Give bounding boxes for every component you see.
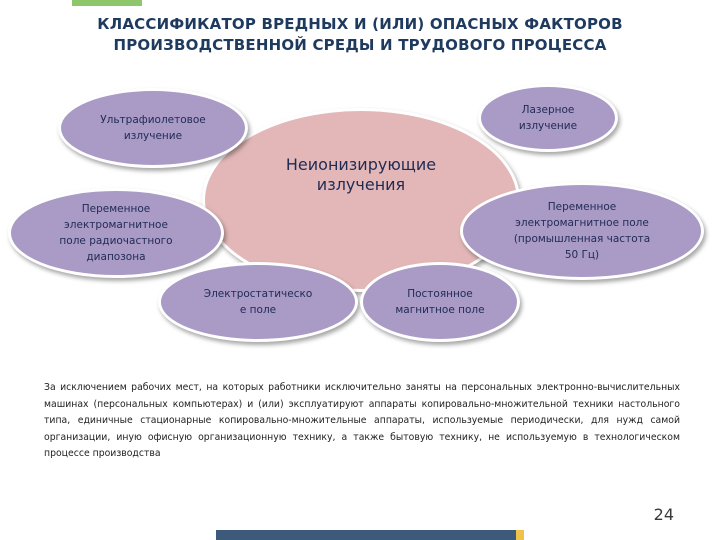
node-rf-label: Переменное электромагнитное поле радиочастного диапозона: [59, 203, 173, 263]
center-node-label: Неионизирующие излучения: [285, 155, 437, 194]
page-number: 24: [653, 505, 674, 524]
node-industrial-frequency-field: [460, 182, 704, 280]
node-rf-electromagnetic-field: [8, 188, 224, 278]
node-electrostatic-field: [158, 262, 358, 342]
top-accent-bar: [72, 0, 142, 6]
bottom-accent-marker: [516, 530, 524, 540]
node-electrostatic-label: Электростатическо е поле: [203, 288, 313, 316]
exception-note-paragraph: За исключением рабочих мест, на которых работники исключительно заняты на персональных электронно-вычислительных машинах (персональных компьютерах) и (или) эксплуатируют аппараты копировально-множительной техники настольного типа, единичные стационарные копировально-множительные аппараты, используемые периодически, для нужд самой организации, иную офисную организационную технику, а также бытовую технику, не используемую в технологическом процессе производства: [44, 382, 680, 460]
node-industrial-label: Переменное электромагнитное поле (промышленная частота 50 Гц): [513, 201, 651, 261]
node-magnetic-label: Постоянное магнитное поле: [395, 288, 485, 316]
node-ultraviolet-radiation: [58, 88, 248, 168]
bottom-accent-bar: [216, 530, 516, 540]
title-line-2: ПРОИЗВОДСТВЕННОЙ СРЕДЫ И ТРУДОВОГО ПРОЦЕССА: [113, 36, 607, 54]
slide-title: [40, 14, 680, 56]
title-line-1: КЛАССИФИКАТОР ВРЕДНЫХ И (ИЛИ) ОПАСНЫХ ФАКТОРОВ: [97, 15, 623, 33]
node-ultraviolet-label: Ультрафиолетовое излучение: [100, 114, 206, 142]
node-laser-label: Лазерное излучение: [518, 104, 578, 132]
node-constant-magnetic-field: [360, 262, 520, 342]
node-laser-radiation: [478, 84, 618, 152]
